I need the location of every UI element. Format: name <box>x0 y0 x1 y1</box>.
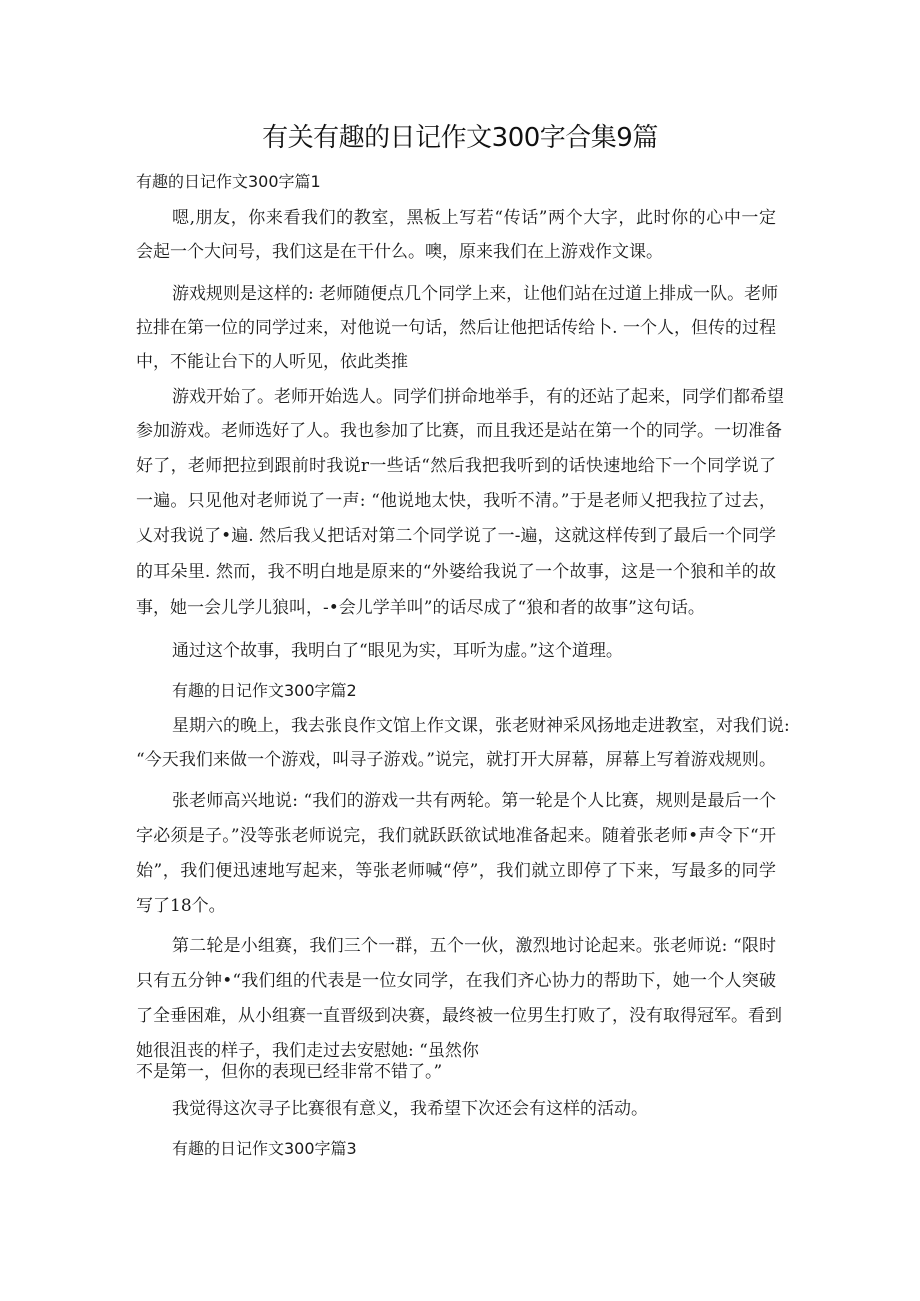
paragraph-line: 嗯,朋友，你来看我们的教室，黑板上写若“传话”两个大字，此时你的心中一定 <box>172 208 776 228</box>
paragraph-line: 张老师高兴地说: “我们的游戏一共有两轮。第一轮是个人比赛，规则是最后一个 <box>172 791 776 811</box>
paragraph-line: 一遍。只见他对老师说了一声: “他说地太快，我听不清。”于是老师乂把我拉了过去， <box>136 491 776 511</box>
paragraph-line: 的耳朵里. 然而，我不明白地是原来的“外婆给我说了一个故事，这是一个狼和羊的故 <box>136 562 776 582</box>
paragraph-line: 只有五分钟•“我们组的代表是一位女同学，在我们齐心协力的帮助下，她一个人突破 <box>136 971 776 991</box>
paragraph-line: 她很沮丧的样子，我们走过去安慰她: “虽然你 <box>136 1041 479 1061</box>
paragraph-line: 星期六的晚上，我去张良作文馆上作文课，张老财神采风扬地走进教室，对我们说: <box>172 716 790 736</box>
paragraph-line: 字必须是子。”没等张老师说完，我们就跃跃欲试地准备起来。随着张老师•声令下“开 <box>136 826 776 846</box>
section-heading-3: 有趣的日记作文300字篇3 <box>172 1139 357 1158</box>
section-heading-2: 有趣的日记作文300字篇2 <box>172 681 357 700</box>
paragraph-line: 不是第一，但你的表现已经非常不错了。” <box>136 1062 443 1082</box>
paragraph-line: 拉排在第一位的同学过来，对他说一句话，然后让他把话传给卜. 一个人，但传的过程 <box>136 318 776 338</box>
paragraph-line: “今天我们来做一个游戏，叫寻子游戏。”说完，就打开大屏幕，屏幕上写着游戏规则。 <box>136 750 776 770</box>
paragraph-line: 游戏规则是这样的: 老师随便点几个同学上来，让他们站在过道上排成一队。老师 <box>172 284 779 304</box>
paragraph-line: 中，不能让台下的人听见，依此类推 <box>136 352 408 372</box>
paragraph-line: 始”，我们便迅速地写起来，等张老师喊“停”，我们就立即停了下来，写最多的同学 <box>136 861 776 881</box>
paragraph-line: 好了，老师把拉到跟前时我说r一些话“然后我把我听到的话快速地给下一个同学说了 <box>136 456 776 476</box>
document-title: 有关有趣的日记作文300字合集9篇 <box>262 123 658 153</box>
paragraph-line: 通过这个故事，我明白了“眼见为实，耳听为虚。”这个道理。 <box>172 641 623 661</box>
paragraph-line: 参加游戏。老师选好了人。我也参加了比赛，而且我还是站在第一个的同学。一切准备 <box>136 421 782 441</box>
paragraph-line: 乂对我说了•遍. 然后我乂把话对第二个同学说了一-遍，这就这样传到了最后一个同学 <box>136 526 776 546</box>
paragraph-line: 第二轮是小组赛，我们三个一群，五个一伙，激烈地讨论起来。张老师说: “限时 <box>172 936 776 956</box>
paragraph-line: 我觉得这次寻子比赛很有意义，我希望下次还会有这样的活动。 <box>172 1099 648 1119</box>
paragraph-line: 游戏开始了。老师开始选人。同学们拼命地举手，有的还站了起来，同学们都希望 <box>172 387 784 407</box>
paragraph-line: 写了18个。 <box>136 896 226 916</box>
paragraph-line: 事，她一会儿学儿狼叫，-•会儿学羊叫”的话尽成了“狼和者的故事”这句话。 <box>136 598 705 618</box>
section-heading-1: 有趣的日记作文300字篇1 <box>136 172 321 191</box>
paragraph-line: 了全垂困难，从小组赛一直晋级到决赛，最终被一位男生打败了，没有取得冠军。看到 <box>136 1006 782 1026</box>
paragraph-line: 会起一个大问号，我们这是在干什么。噢，原来我们在上游戏作文课。 <box>136 242 663 262</box>
